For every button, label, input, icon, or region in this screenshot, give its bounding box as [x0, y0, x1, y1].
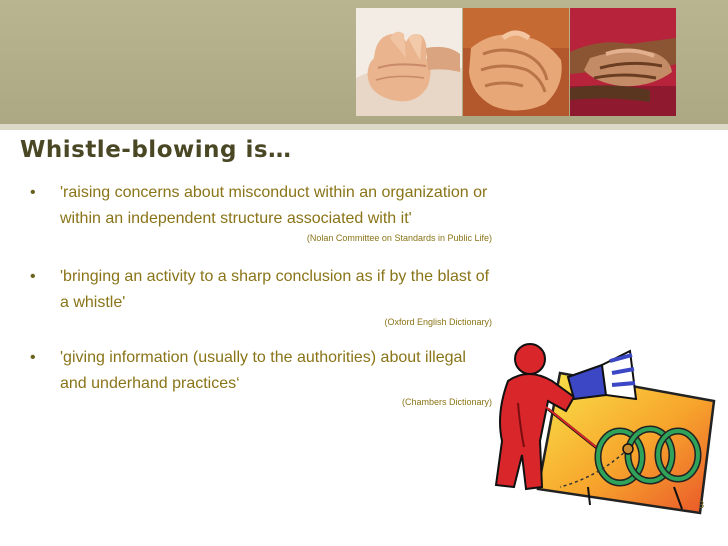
slide-title: Whistle-blowing is… — [20, 137, 292, 163]
bullet-glyph: • — [30, 349, 36, 366]
bullet-quote: 'bringing an activity to a sharp conclusion as if by the blast of a whistle' — [60, 268, 490, 311]
bullet-source: (Oxford English Dictionary) — [384, 317, 492, 327]
clasped-hands-photo-icon — [463, 8, 569, 116]
bullet-item — [22, 264, 492, 329]
bullet-source: (Chambers Dictionary) — [401, 397, 492, 407]
hands-photo-icon — [356, 8, 462, 116]
header-band — [0, 0, 728, 124]
bullet-quote: 'giving information (usually to the authorities) about illegal and underhand practices‘ — [60, 349, 466, 392]
bullet-source: (Nolan Committee on Standards in Public Life) — [306, 233, 492, 243]
bullet-glyph: • — [30, 184, 36, 201]
bullet-list — [22, 180, 492, 409]
megaphone-figure-clipart-icon — [478, 337, 720, 517]
bullet-item — [22, 345, 492, 409]
page-number: 3 — [698, 500, 704, 511]
bullet-item — [22, 180, 492, 245]
title-divider — [0, 124, 728, 130]
joined-hands-photo-icon — [570, 8, 676, 116]
bullet-quote: 'raising concerns about misconduct within an organization or within an independent structure associated with it' — [60, 184, 488, 227]
bullet-glyph: • — [30, 268, 36, 285]
